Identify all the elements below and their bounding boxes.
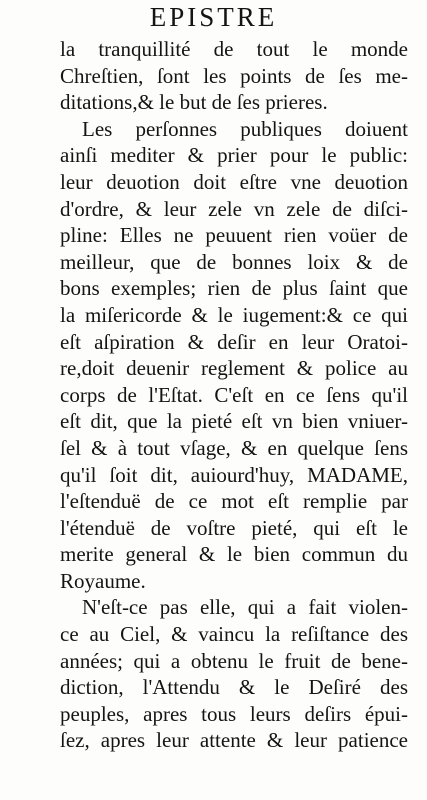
body-text [60,36,408,754]
text-line: merite general & le bien commun du [60,542,408,567]
text-line: d'ordre, & leur zele vn zele de diſci- [60,196,408,221]
text-line: ce au Ciel, & vaincu la reſiſtance des [60,622,408,647]
text-line: ſel & à tout vſage, & en quelque ſens [60,435,408,460]
text-line: pline: Elles ne peuuent rien voüer de [60,223,408,248]
text-line: ainſi mediter & prier pour le public: [60,143,408,168]
text-line: eſt dit, que la pieté eſt vn bien vniuer- [60,409,408,434]
text-line: corps de l'Eſtat. C'eſt en ce ſens qu'il [60,382,408,407]
text-line: leur deuotion doit eſtre vne deuotion [60,169,408,194]
text-line: Chreſtien, ſont les points de ſes me- [60,63,408,88]
text-line: années; qui a obtenu le fruit de bene- [60,648,408,673]
text-line: re,doit deuenir reglement & police au [60,356,408,381]
text-line: Les perſonnes publiques doiuent [82,116,408,141]
text-line: bons exemples; rien de plus ſaint que [60,276,408,301]
text-line: N'eſt-ce pas elle, qui a fait violen- [82,595,408,620]
text-line: meilleur, que de bonnes loix & de [60,249,408,274]
text-line: ſez, apres leur attente & leur patience [60,728,408,753]
text-line: la tranquillité de tout le monde [60,37,408,61]
text-line: Royaume. [60,568,146,593]
text-line: peuples, apres tous leurs deſirs épui- [60,701,408,726]
text-line: l'étenduë de voſtre pieté, qui eſt le [60,515,408,540]
running-head: EPISTRE [149,2,278,32]
text-line: qu'il ſoit dit, auiourd'huy, MADAME, [60,462,408,487]
text-line: la miſericorde & le iugement:& ce qui [60,302,408,327]
text-line: eſt aſpiration & deſir en leur Oratoi- [60,329,408,354]
text-line: diction, l'Attendu & le Deſiré des [60,675,408,700]
text-line: ditations,& le but de ſes prieres. [60,90,328,115]
text-line: l'eſtenduë de ce mot eſt remplie par [60,489,408,514]
